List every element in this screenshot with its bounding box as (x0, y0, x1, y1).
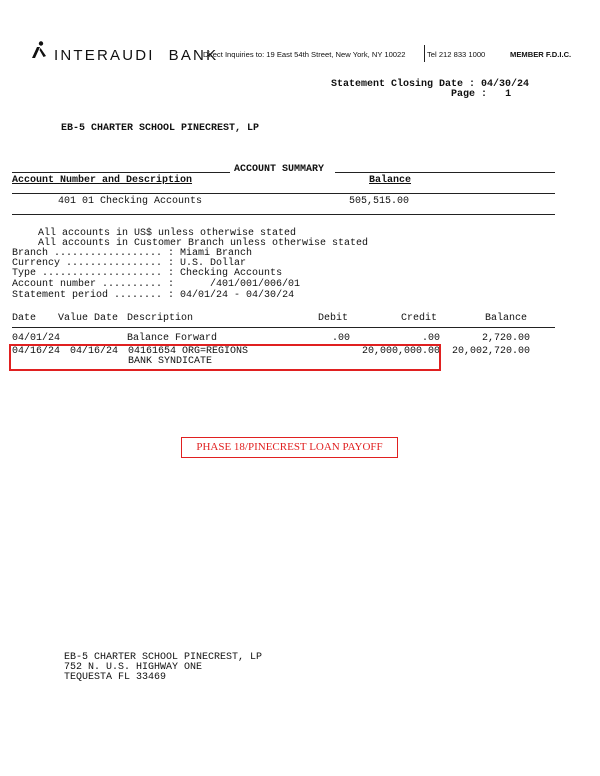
header-divider (424, 45, 425, 62)
closing-date: 04/30/24 (481, 79, 530, 90)
telephone: Tel 212 833 1000 (427, 50, 486, 59)
tx-description: Balance Forward (127, 333, 218, 344)
col-balance-header: Balance (369, 175, 412, 186)
detail-value: 04/01/24 - 04/30/24 (180, 290, 295, 301)
th-date: Date (12, 313, 37, 324)
highlight-box (9, 344, 441, 371)
page-number: 1 (505, 89, 512, 100)
address-line-1: EB-5 CHARTER SCHOOL PINECREST, LP (64, 652, 263, 663)
th-description: Description (127, 313, 194, 324)
detail-type (12, 268, 282, 279)
detail-label: Account number .......... : (12, 279, 175, 290)
tx-description: 04161654 ORG=REGIONS (128, 346, 249, 357)
detail-label: Branch .................. : (12, 248, 175, 259)
page-indicator (331, 89, 511, 100)
bank-name-part1: INTERAUDI (54, 47, 155, 64)
detail-value: Miami Branch (180, 248, 253, 259)
address-line-3: TEQUESTA FL 33469 (64, 672, 167, 683)
tx-balance: 20,002,720.00 (451, 346, 530, 357)
th-credit: Credit (401, 313, 438, 324)
walking-figure-icon (31, 41, 47, 59)
detail-value: /401/001/006/01 (210, 279, 301, 290)
account-description: 401 01 Checking Accounts (58, 196, 203, 207)
th-balance: Balance (485, 313, 528, 324)
bank-name (54, 47, 218, 64)
th-debit: Debit (318, 313, 349, 324)
detail-statement-period (12, 290, 294, 301)
detail-label: Type .................... : (12, 268, 175, 279)
transactions-rule (12, 327, 555, 328)
tx-debit: .00 (331, 333, 350, 344)
detail-value: U.S. Dollar (180, 258, 247, 269)
account-balance: 505,515.00 (349, 196, 410, 207)
summary-rule-1 (12, 193, 555, 194)
note-currency: All accounts in US$ unless otherwise stated (38, 228, 297, 239)
detail-label: Statement period ........ : (12, 290, 175, 301)
company-name: EB-5 CHARTER SCHOOL PINECREST, LP (61, 123, 260, 134)
tx-credit: 20,000,000.00 (361, 346, 440, 357)
summary-rule-left (12, 172, 230, 173)
tx-date: 04/16/24 (12, 346, 61, 357)
inquiries-address: Direct Inquiries to: 19 East 54th Street, New York, NY 10022 (203, 50, 406, 59)
fdic-member: MEMBER F.D.I.C. (510, 50, 572, 59)
tx-balance: 2,720.00 (481, 333, 530, 344)
annotation-text: PHASE 18/PINECREST LOAN PAYOFF (196, 441, 383, 453)
summary-rule-right (335, 172, 555, 173)
account-summary-title: ACCOUNT SUMMARY (234, 164, 325, 175)
address-line-2: 752 N. U.S. HIGHWAY ONE (64, 662, 203, 673)
detail-account-number (12, 279, 300, 290)
closing-label: Statement Closing Date : (331, 79, 476, 90)
tx-date: 04/01/24 (12, 333, 61, 344)
tx-value-date: 04/16/24 (70, 346, 119, 357)
bank-name-part2: BANK (168, 47, 219, 64)
summary-rule-2 (12, 214, 555, 215)
detail-label: Currency ................ : (12, 258, 175, 269)
tx-credit: .00 (421, 333, 440, 344)
col-account-header: Account Number and Description (12, 175, 193, 186)
page-label: Page : (451, 89, 488, 100)
tx-description-line2: BANK SYNDICATE (128, 356, 213, 367)
note-branch: All accounts in Customer Branch unless otherwise stated (38, 238, 369, 249)
detail-value: Checking Accounts (180, 268, 283, 279)
th-value-date: Value Date (58, 313, 119, 324)
